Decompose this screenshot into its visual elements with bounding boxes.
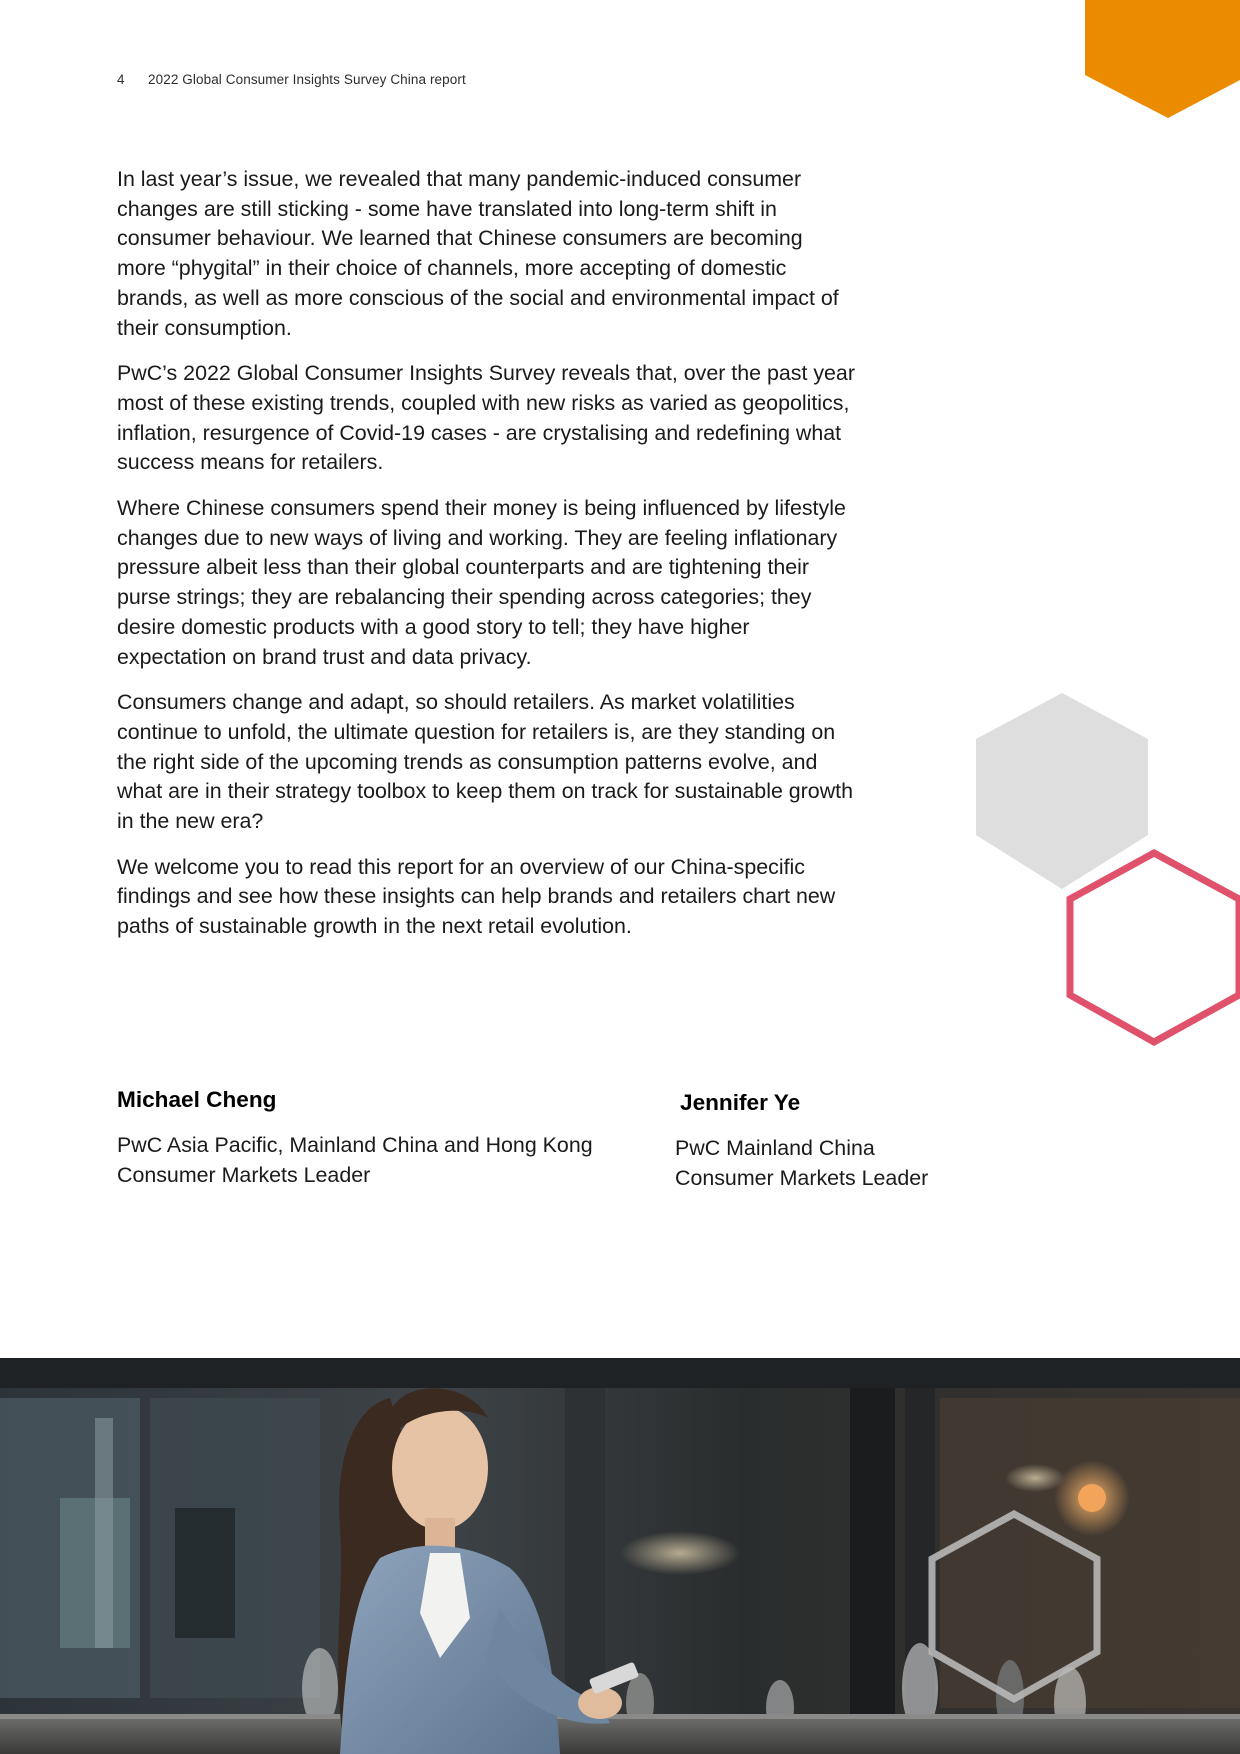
signature-jennifer-ye (675, 1090, 928, 1193)
signatory-role-line-2: Consumer Markets Leader (117, 1162, 371, 1187)
signatory-role-line-1: PwC Asia Pacific, Mainland China and Hong Kong (117, 1133, 593, 1157)
photo-illustration (0, 1358, 1240, 1754)
paragraph-4: Consumers change and adapt, so should retailers. As market volatilities continue to unfold, the ultimate question for retailers is, are they standing on the right side of the upcoming trends as consumption patterns evolve, and what are in their strategy toolbox to keep them on track for sustainable growth in the new era? (117, 690, 853, 834)
photo-woman-with-phone (0, 1358, 1240, 1754)
report-title: 2022 Global Consumer Insights Survey China report (148, 72, 466, 87)
decorative-hexagons (960, 685, 1240, 1055)
intro-body (117, 165, 857, 958)
paragraph-5: We welcome you to read this report for an overview of our China-specific findings and see how these insights can help brands and retailers chart new paths of sustainable growth in the next retail evolution. (117, 854, 836, 939)
paragraph-3: Where Chinese consumers spend their money is being influenced by lifestyle changes due to new ways of living and working. They are feeling inflationary pressure albeit less than their global counterparts and are tightening their purse strings; they are rebalancing their spending across categories; they desire domestic products with a good story to tell; they have higher expectation on brand trust and data privacy. (117, 496, 846, 669)
grey-hexagon-icon (976, 693, 1148, 889)
paragraph-1: In last year’s issue, we revealed that many pandemic-induced consumer changes are still sticking - some have translated into long-term shift in consumer behaviour. We learned that Chinese consumers are becoming more “phygital” in their choice of channels, more accepting of domestic brands, as well as more conscious of the social and environmental impact of their consumption. (117, 167, 839, 340)
signatory-role-line-2: Consumer Markets Leader (675, 1165, 929, 1190)
signature-michael-cheng (117, 1087, 593, 1190)
signatory-role-line-1: PwC Mainland China (675, 1136, 875, 1160)
signatory-name: Michael Cheng (117, 1087, 277, 1112)
rose-hexagon-outline-icon (1070, 853, 1239, 1042)
orange-hexagon-icon (0, 0, 1240, 130)
paragraph-2: PwC’s 2022 Global Consumer Insights Survey reveals that, over the past year most of these existing trends, coupled with new risks as varied as geopolitics, inflation, resurgence of Covid-19 cases - are crystalising and redefining what success means for retailers. (117, 361, 855, 475)
signatory-name: Jennifer Ye (680, 1090, 801, 1115)
page-number: 4 (117, 72, 125, 87)
